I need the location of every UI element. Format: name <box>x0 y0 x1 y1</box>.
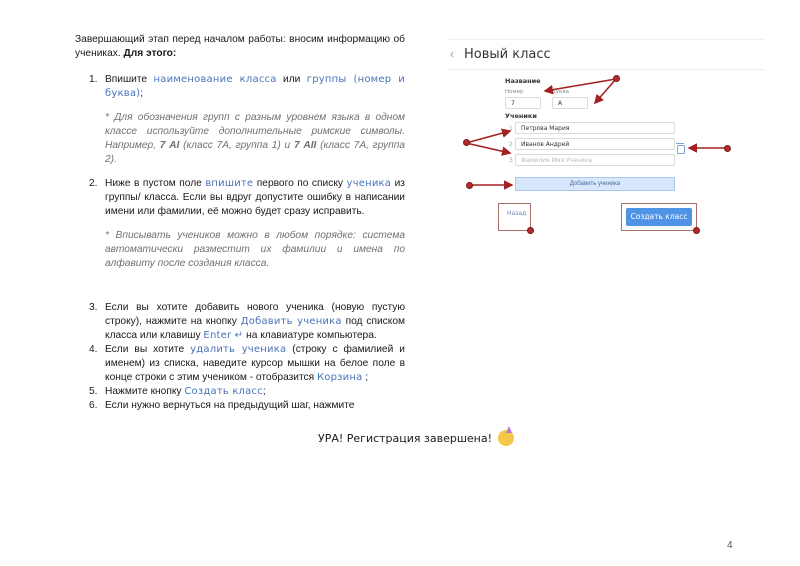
step-number: 3. <box>89 302 98 313</box>
accent-text: Создать класс <box>184 386 263 397</box>
page-number: 4 <box>727 540 733 551</box>
step-text: под списком класса или клавишу <box>105 316 406 341</box>
letter-label: Буква <box>552 89 569 95</box>
note-text: (класс 7А, группа 1) и <box>183 140 291 151</box>
accent-text: Корзина <box>317 372 363 383</box>
intro-text: Завершающий этап перед началом работы: вносим информацию об учениках. <box>75 34 405 59</box>
step-1 <box>75 73 405 101</box>
step-text: (строку с фамилией и именем) из списка, наведите курсор мышки на белое поле в конце строки с этим учеником - отобразится <box>105 344 405 383</box>
annotation-marker-4 <box>724 145 731 152</box>
number-label: Номер <box>505 89 524 95</box>
step-text: на клавиатуре компьютера. <box>246 330 377 341</box>
completion-message <box>318 430 514 446</box>
step-text: Ниже в пустом поле <box>105 178 202 189</box>
screen-title: Новый класс <box>464 46 551 62</box>
step-text: ; <box>365 372 369 383</box>
accent-text: впишите <box>205 178 254 189</box>
accent-text: Добавить ученика <box>240 316 342 327</box>
row-number: 1 <box>509 125 513 132</box>
step-text: ; <box>262 386 266 397</box>
embedded-screenshot <box>440 35 765 245</box>
step-text: из группы/ класса. Если вы вдруг допустите ошибку в написании имени или фамилии, её можно будет сразу исправить. <box>105 178 405 217</box>
step-number: 1. <box>89 74 98 85</box>
step-number: 4. <box>89 344 98 355</box>
party-face-icon <box>498 430 514 446</box>
accent-text: группы (номер и буква) <box>105 74 405 99</box>
step-text: ; <box>140 88 144 99</box>
annotation-marker-1 <box>613 75 620 82</box>
chevron-left-icon[interactable]: ‹ <box>450 47 454 61</box>
accent-text: ученика <box>346 178 392 189</box>
note-bold: 7 AII <box>293 140 317 151</box>
step-3 <box>75 301 405 343</box>
completion-text: УРА! Регистрация завершена! <box>318 431 493 445</box>
step-4 <box>75 343 405 385</box>
step-text: Впишите <box>105 74 148 85</box>
students-label: Ученики <box>505 112 537 120</box>
step-2 <box>75 177 405 219</box>
step-number: 6. <box>89 400 98 411</box>
note-text: (класс 7А, группа 2). <box>105 140 405 165</box>
annotation-marker-2 <box>463 139 470 146</box>
step-2-note: * Вписывать учеников можно в любом порядке: система автоматически разместит их фамилии и имена по алфавиту после создания класса. <box>105 230 405 269</box>
step-number: 5. <box>89 386 98 397</box>
student-input-empty[interactable]: Фамилия Имя Ученика <box>515 154 675 166</box>
annotation-marker-5 <box>693 227 700 234</box>
create-class-button[interactable]: Создать класс <box>626 208 692 226</box>
divider <box>448 39 765 40</box>
intro-bold: Для этого: <box>123 48 177 59</box>
class-number-input[interactable]: 7 <box>505 97 541 109</box>
step-text: или <box>283 74 301 85</box>
intro-paragraph <box>75 33 405 61</box>
student-input[interactable]: Петрова Мария <box>515 122 675 134</box>
annotation-marker-3 <box>466 182 473 189</box>
note-text: * Для обозначения групп с разным уровнем языка в одном классе используйте дополнительные римские символы. Например, <box>105 112 405 151</box>
screen-header <box>450 43 551 65</box>
create-class-highlight <box>621 203 697 231</box>
step-number: 2. <box>89 178 98 189</box>
accent-text: Enter ↵ <box>203 330 244 341</box>
instructions-column <box>75 33 405 413</box>
row-number: 3 <box>509 157 513 164</box>
student-input[interactable]: Иванов Андрей <box>515 138 675 150</box>
step-text: Если нужно вернуться на предыдущий шаг, нажмите <box>105 400 355 411</box>
step-text: первого по списку <box>256 178 343 189</box>
class-letter-input[interactable]: А <box>552 97 588 109</box>
step-text: Если вы хотите <box>105 344 185 355</box>
accent-text: удалить ученика <box>190 344 287 355</box>
step-text: Нажмите кнопку <box>105 386 182 397</box>
divider <box>448 69 765 70</box>
row-number: 2 <box>509 141 513 148</box>
step-1-note <box>75 111 405 167</box>
annotation-marker-6 <box>527 227 534 234</box>
accent-text: наименование класса <box>153 74 277 85</box>
back-button[interactable]: Назад <box>498 203 531 231</box>
name-label: Название <box>505 77 541 85</box>
step-6 <box>75 399 405 413</box>
add-student-button[interactable]: Добавить ученика <box>515 177 675 191</box>
trash-icon[interactable] <box>677 145 685 154</box>
note-bold: 7 AI <box>159 140 180 151</box>
step-5 <box>75 385 405 399</box>
step-text: Если вы хотите добавить нового ученика (новую пустую строку), нажмите на кнопку <box>105 302 405 327</box>
